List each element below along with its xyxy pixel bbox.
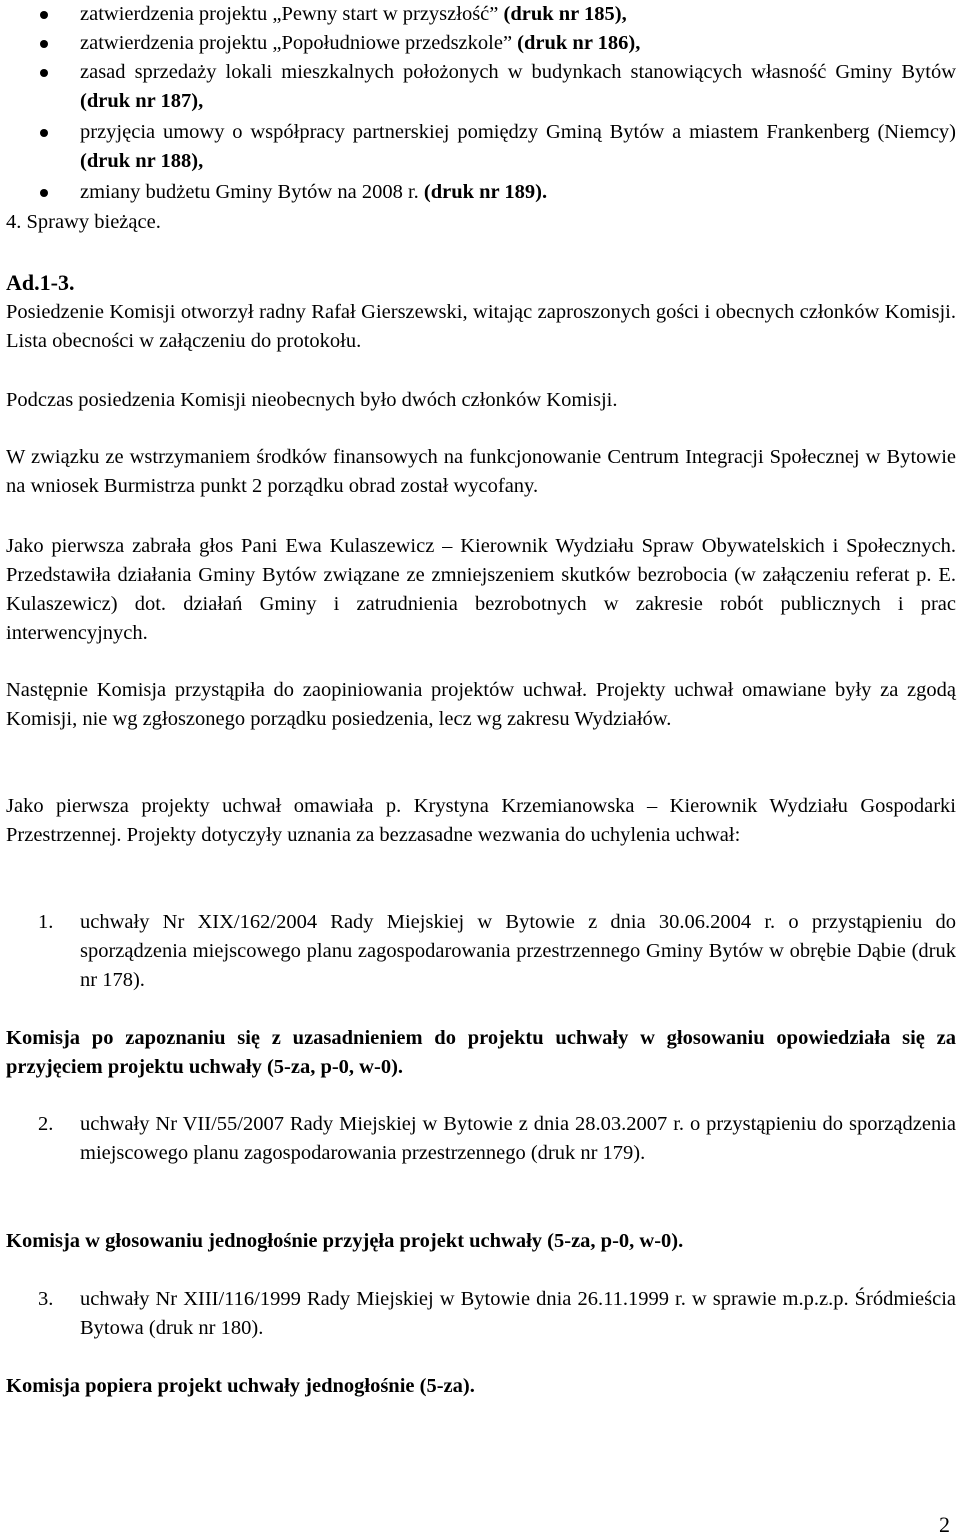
bullet-dot-icon	[40, 69, 48, 77]
item-text: uchwały Nr VII/55/2007 Rady Miejskiej w Bytowie z dnia 28.03.2007 r. o przystąpieniu do sporządzenia miejscowego planu zagospodarowania przestrzennego (druk nr 179).	[80, 1113, 956, 1164]
paragraph-opening: Posiedzenie Komisji otworzył radny Rafał Gierszewski, witając zaproszonych gości i obecnych członków Komisji. Lista obecności w załączeniu do protokołu.	[6, 301, 956, 352]
item-number: 3.	[38, 1288, 54, 1310]
bullet-text: zasad sprzedaży lokali mieszkalnych położonych w budynkach stanowiących własność Gminy Bytów	[80, 61, 956, 83]
paragraph-withdrawal: W związku ze wstrzymaniem środków finansowych na funkcjonowanie Centrum Integracji Społecznej w Bytowie na wniosek Burmistrza punkt 2 porządku obrad został wycofany.	[6, 446, 956, 497]
agenda-bullet-item	[0, 58, 960, 116]
bullet-dot-icon	[40, 189, 48, 197]
resolution-decision: Komisja po zapoznaniu się z uzasadnieniem do projektu uchwały w głosowaniu opowiedziała się za przyjęciem projektu uchwały (5-za, p-0, w-0).	[6, 1027, 956, 1078]
paragraph-absence: Podczas posiedzenia Komisji nieobecnych było dwóch członków Komisji.	[6, 389, 618, 411]
resolution-decision: Komisja popiera projekt uchwały jednogłośnie (5-za).	[6, 1375, 475, 1397]
agenda-bullet-item	[0, 118, 960, 176]
agenda-bullet-item	[0, 178, 960, 207]
item-text: uchwały Nr XIX/162/2004 Rady Miejskiej w Bytowie z dnia 30.06.2004 r. o przystąpieniu do sporządzenia miejscowego planu zagospodarowania przestrzennego Gminy Bytów w obrębie Dąbie (druk nr 178).	[80, 911, 956, 991]
section-heading: Ad.1-3.	[6, 270, 75, 295]
bullet-druk-ref: (druk nr 187),	[80, 90, 204, 112]
item-number: 1.	[38, 911, 54, 933]
bullet-druk-ref: (druk nr 186),	[517, 32, 641, 54]
bullet-dot-icon	[40, 129, 48, 137]
item-number: 2.	[38, 1113, 54, 1135]
bullet-dot-icon	[40, 11, 48, 19]
bullet-druk-ref: (druk nr 188),	[80, 150, 204, 172]
bullet-text: zatwierdzenia projektu „Popołudniowe przedszkole”	[80, 32, 518, 54]
bullet-dot-icon	[40, 40, 48, 48]
bullet-druk-ref: (druk nr 189).	[423, 181, 548, 203]
bullet-druk-ref: (druk nr 185),	[503, 3, 627, 25]
resolution-decision: Komisja w głosowaniu jednogłośnie przyjęła projekt uchwały (5-za, p-0, w-0).	[6, 1230, 684, 1252]
page-number: 2	[939, 1512, 950, 1537]
bullet-text: zatwierdzenia projektu „Pewny start w przyszłość”	[80, 3, 504, 25]
bullet-text: zmiany budżetu Gminy Bytów na 2008 r.	[80, 181, 424, 203]
paragraph-kulaszewicz: Jako pierwsza zabrała głos Pani Ewa Kulaszewicz – Kierownik Wydziału Spraw Obywatelskich i Społecznych. Przedstawiła działania Gminy Bytów związane ze zmniejszeniem skutków bezrobocia (w załączeniu referat p. E. Kulaszewicz) dot. działań Gminy i zatrudnienia bezrobotnych w zakresie robót publicznych i prac interwencyjnych.	[6, 535, 956, 644]
paragraph-opinions: Następnie Komisja przystąpiła do zaopiniowania projektów uchwał. Projekty uchwał omawiane były za zgodą Komisji, nie wg zgłoszonego porządku posiedzenia, lecz wg zakresu Wydziałów.	[6, 679, 956, 730]
bullet-text: przyjęcia umowy o współpracy partnerskiej pomiędzy Gminą Bytów a miastem Frankenberg (Niemcy)	[80, 121, 956, 143]
agenda-bullet-item	[0, 0, 960, 29]
paragraph-krzemianowska: Jako pierwsza projekty uchwał omawiała p. Krystyna Krzemianowska – Kierownik Wydziału Gospodarki Przestrzennej. Projekty dotyczyły uznania za bezzasadne wezwania do uchylenia uchwał:	[6, 795, 956, 846]
item-text: uchwały Nr XIII/116/1999 Rady Miejskiej w Bytowie dnia 26.11.1999 r. w sprawie m.p.z.p. Śródmieścia Bytowa (druk nr 180).	[80, 1288, 956, 1339]
agenda-item-4: 4. Sprawy bieżące.	[6, 211, 161, 233]
agenda-bullet-item	[0, 29, 960, 58]
